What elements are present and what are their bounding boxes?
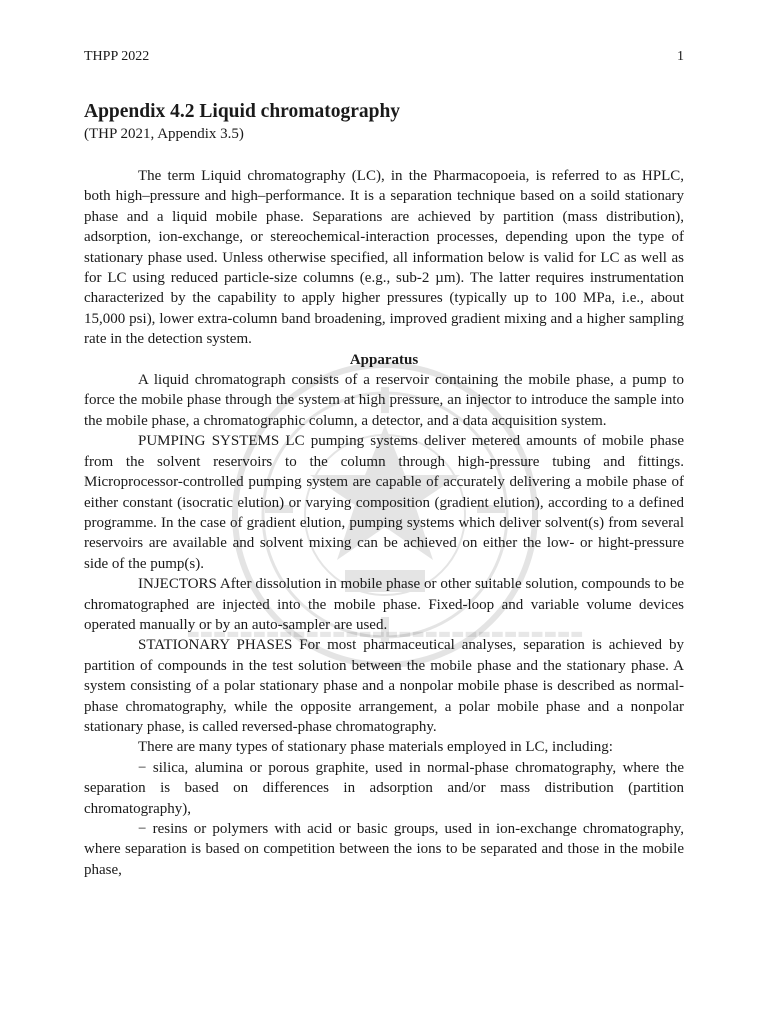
page-number: 1 (677, 49, 684, 64)
section-heading-apparatus: Apparatus (349, 351, 419, 368)
page-subtitle: (THP 2021, Appendix 3.5) (84, 126, 244, 142)
injectors-paragraph: INJECTORS After dissolution in mobile phase or other suitable solution, compounds to be chromatographed are injected into the mobile phase. Fixed-loop and variable volume devices operated manually or by an auto-sampler are used. (84, 576, 684, 633)
pumping-systems-paragraph: PUMPING SYSTEMS LC pumping systems deliver metered amounts of mobile phase from the solvent reservoirs to the column through high-pressure tubing and fittings. Microprocessor-controlled pumping system are capable of accurately delivering a mobile phase of either constant (isocratic elution) or varying composition (gradient elution), according to a defined programme. In the case of gradient elution, pumping systems which deliver solvent(s) from several reservoirs are available and solvent mixing can be achieved on either the low- or hight-pressure side of the pump(s). (84, 433, 684, 572)
stationary-types-intro: There are many types of stationary phase materials employed in LC, including: (138, 739, 613, 756)
list-item-resins: − resins or polymers with acid or basic groups, used in ion-exchange chromatography, where separation is based on competition between the ions to be separated and those in the mobile phase, (84, 821, 684, 878)
list-item-silica: − silica, alumina or porous graphite, used in normal-phase chromatography, where the separation is based on differences in adsorption and/or mass distribution (partition chromatography), (84, 759, 684, 817)
intro-paragraph: The term Liquid chromatography (LC), in the Pharmacopoeia, is referred to as HPLC, both high–pressure and high–performance. It is a separation technique based on a soild stationary phase and a liquid mobile phase. Separations are achieved by partition (mass distribution), adsorption, ion-exchange, or stereochemical-interaction processes, depending upon the type of stationary phase used. Unless otherwise specified, all information below is valid for LC as well as for LC using reduced particle-size columns (e.g., sub-2 µm). The latter requires instrumentation characterized by the capability to apply higher pressures (typically up to 100 MPa, i.e., about 15,000 psi), lower extra-column band broadening, improved gradient mixing and a higher sampling rate in the detection system. (84, 168, 684, 348)
page-header (84, 49, 684, 65)
watermark-caption: ▬▬▬▬▬▬▬▬▬▬▬▬▬▬▬▬▬▬▬▬▬▬▬▬▬▬▬▬▬▬ (186, 626, 584, 642)
page-title: Appendix 4.2 Liquid chromatography (84, 101, 401, 122)
stationary-phases-paragraph: STATIONARY PHASES For most pharmaceutical analyses, separation is achieved by partition of compounds in the test solution between the mobile phase and the stationary phase. A system consisting of a polar stationary phase and a nonpolar mobile phase is described as normal-phase chromatography, while the opposite arrangement, a polar mobile phase and a nonpolar stationary phase, is called reversed-phase chromatography. (84, 637, 684, 735)
apparatus-paragraph: A liquid chromatograph consists of a reservoir containing the mobile phase, a pump to force the mobile phase through the system at high pressure, an injector to introduce the sample into the mobile phase, a chromatographic column, a detector, and a data acquisition system. (84, 372, 684, 429)
body-text (84, 166, 684, 880)
running-header: THPP 2022 (84, 49, 150, 64)
